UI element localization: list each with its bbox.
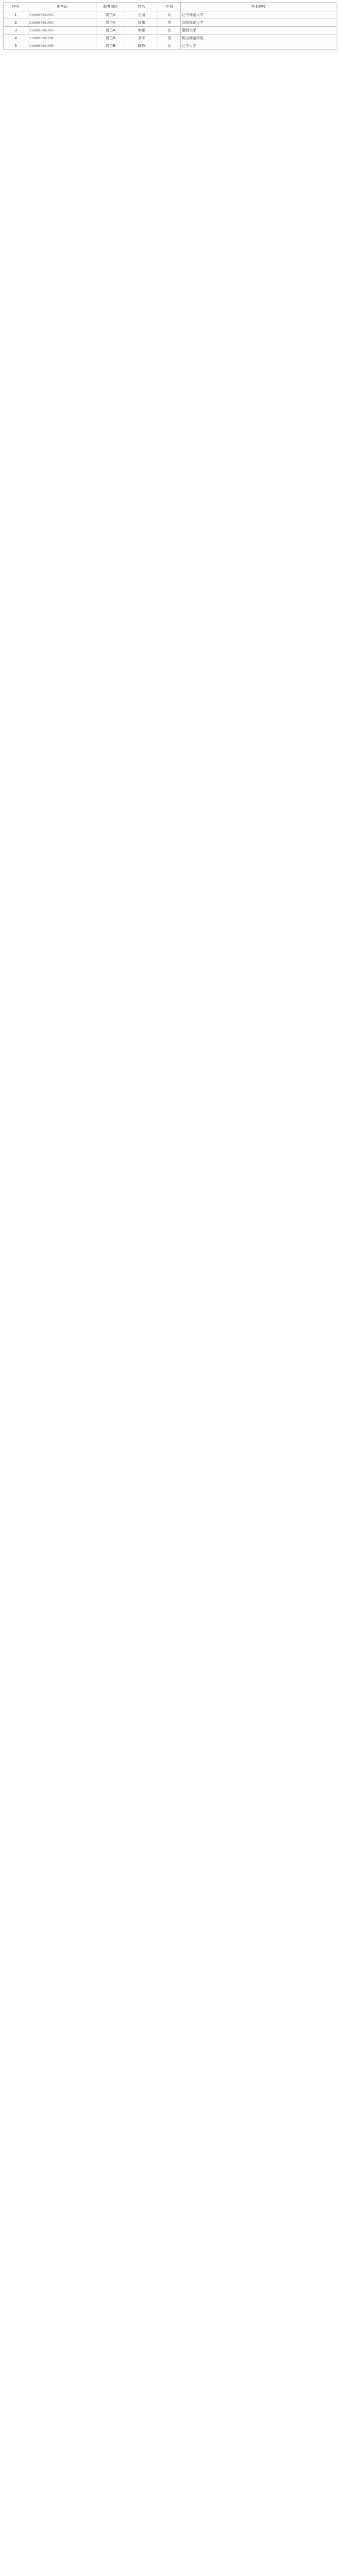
cell-school: 沈阳师范大学 <box>181 19 336 27</box>
table-row <box>4 35 336 42</box>
cell-position: 岗位A <box>96 27 125 35</box>
header-position: 报考岗位 <box>96 3 125 11</box>
cell-gender: 男 <box>158 35 181 42</box>
cell-gender: 女 <box>158 27 181 35</box>
cell-gender: 女 <box>158 42 181 50</box>
cell-school: 鞍山师范学院 <box>181 35 336 42</box>
header-school: 毕业院校 <box>181 3 336 11</box>
cell-position: 岗位A <box>96 19 125 27</box>
cell-no: 5 <box>4 42 28 50</box>
table-row <box>4 11 336 19</box>
cell-no: 2 <box>4 19 28 27</box>
cell-no: 1 <box>4 11 28 19</box>
cell-exam-no: 2100000001005 <box>28 42 96 50</box>
cell-name: 王丽 <box>125 11 158 19</box>
cell-exam-no: 2100000001004 <box>28 35 96 42</box>
header-name: 姓名 <box>125 3 158 11</box>
table-row <box>4 27 336 35</box>
cell-exam-no: 2100000001001 <box>28 11 96 19</box>
cell-exam-no: 2100000001002 <box>28 19 96 27</box>
header-no: 序号 <box>4 3 28 11</box>
cell-position: 岗位B <box>96 35 125 42</box>
cell-position: 岗位A <box>96 11 125 19</box>
cell-gender: 女 <box>158 11 181 19</box>
cell-exam-no: 2100000001003 <box>28 27 96 35</box>
cell-no: 3 <box>4 27 28 35</box>
cell-name: 张伟 <box>125 19 158 27</box>
cell-position: 岗位B <box>96 42 125 50</box>
table-row <box>4 42 336 50</box>
cell-gender: 男 <box>158 19 181 27</box>
cell-school: 辽宁师范大学 <box>181 11 336 19</box>
cell-name: 李娜 <box>125 27 158 35</box>
header-gender: 性别 <box>158 3 181 11</box>
table-header <box>4 3 336 11</box>
header-row <box>4 3 336 11</box>
cell-name: 刘洋 <box>125 35 158 42</box>
cell-no: 4 <box>4 35 28 42</box>
cell-school: 辽宁大学 <box>181 42 336 50</box>
roster-table <box>3 2 336 50</box>
table-row <box>4 19 336 27</box>
table-body <box>4 11 336 50</box>
cell-school: 渤海大学 <box>181 27 336 35</box>
cell-name: 陈静 <box>125 42 158 50</box>
header-exam-no: 准考证 <box>28 3 96 11</box>
